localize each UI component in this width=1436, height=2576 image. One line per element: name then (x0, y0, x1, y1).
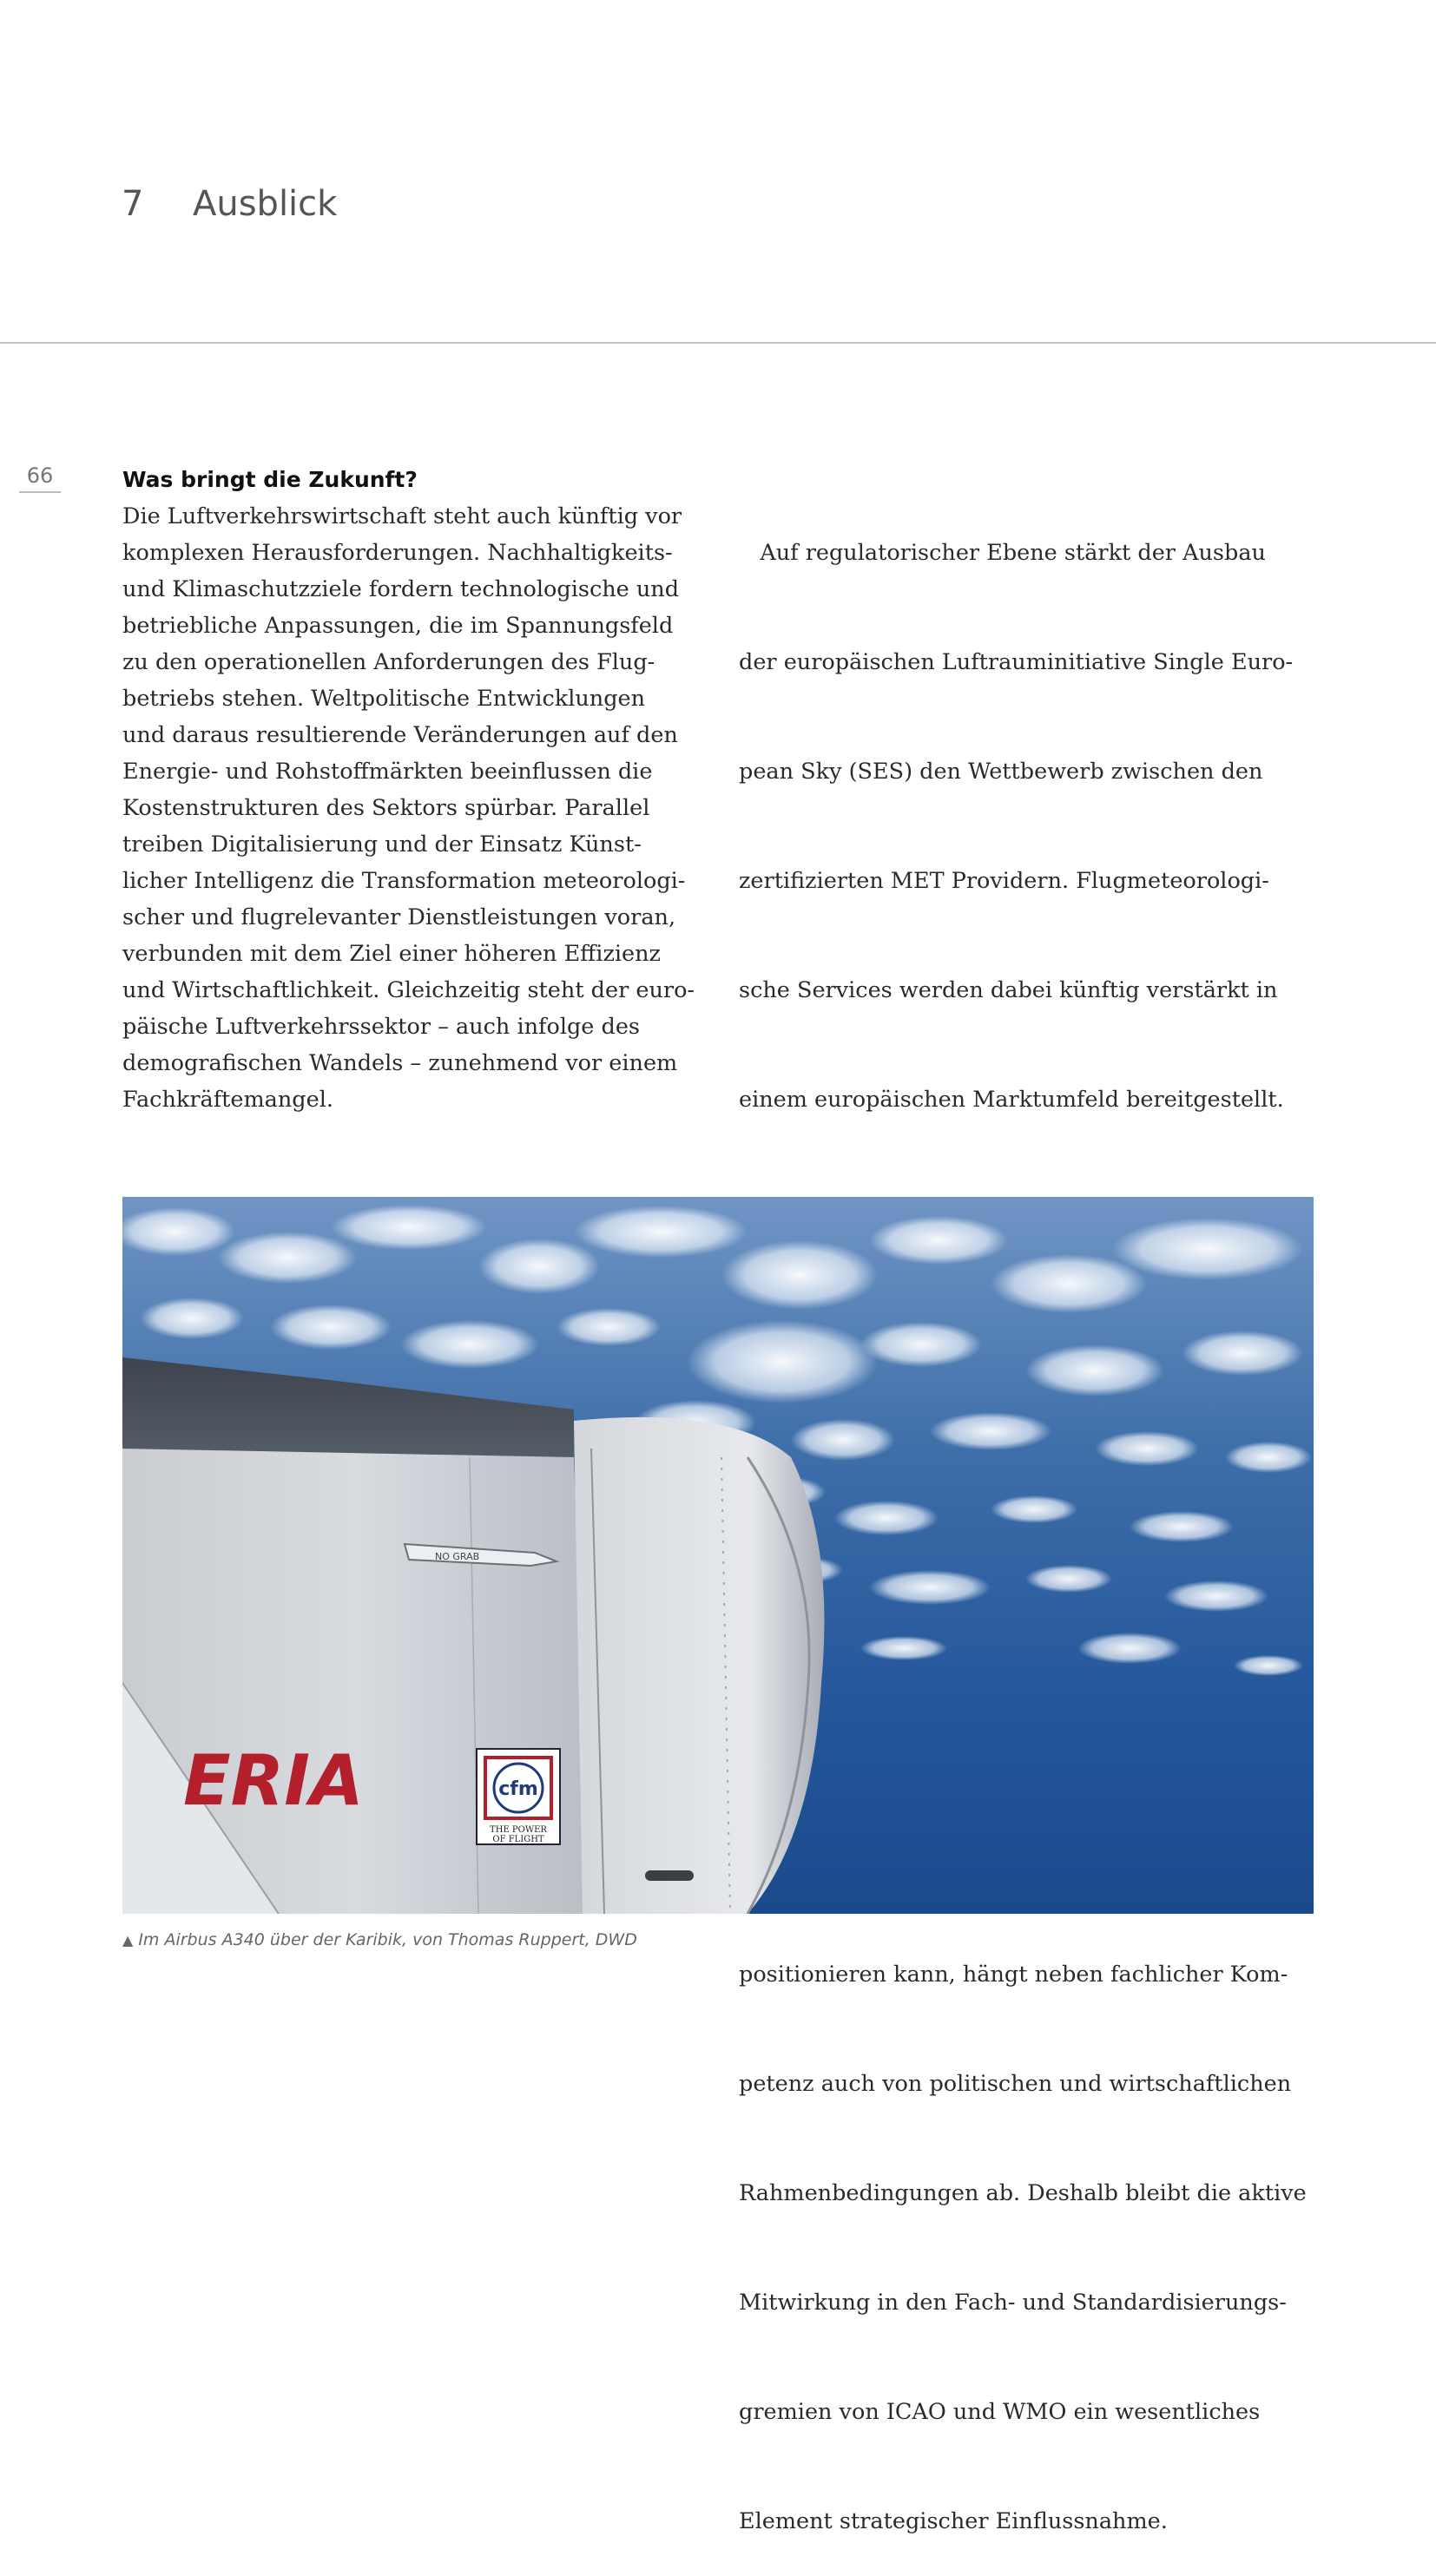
body-line: päische Luftverkehrssektor – auch infolge des (122, 1014, 641, 1040)
section-heading: Was bringt die Zukunft? (122, 467, 418, 492)
chapter-heading (122, 184, 337, 224)
body-line: verbunden mit dem Ziel einer höheren Effizienz (122, 941, 661, 967)
svg-text:THE POWER: THE POWER (490, 1825, 547, 1835)
engine-cowl (574, 1417, 824, 1914)
photo-caption (122, 1930, 637, 1949)
chapter-title: Ausblick (193, 184, 338, 224)
body-line: positionieren kann, hängt neben fachlicher Kom- (739, 1962, 1288, 1988)
body-line: petenz auch von politischen und wirtschaftlichen (739, 2071, 1292, 2097)
body-line: Element strategischer Einflussnahme. (739, 2508, 1168, 2534)
body-line: betriebliche Anpassungen, die im Spannungsfeld (122, 613, 674, 639)
page-number: 66 (19, 463, 61, 493)
cfm-badge (477, 1749, 560, 1844)
svg-text:OF FLIGHT: OF FLIGHT (492, 1835, 544, 1844)
body-line: treiben Digitalisierung und der Einsatz Künst- (122, 831, 642, 858)
body-line: Rahmenbedingungen ab. Deshalb bleibt die aktive (739, 2180, 1307, 2206)
body-line: der europäischen Luftrauminitiative Single Euro- (739, 649, 1294, 675)
body-line: gremien von ICAO und WMO ein wesentliches (739, 2399, 1261, 2425)
body-line: betriebs stehen. Weltpolitische Entwicklungen (122, 686, 646, 712)
body-line: und daraus resultierende Veränderungen auf den (122, 722, 678, 748)
chapter-number: 7 (122, 184, 144, 224)
header-divider (0, 342, 1436, 344)
body-line: demografischen Wandels – zunehmend vor einem (122, 1050, 678, 1076)
body-line: und Wirtschaftlichkeit. Gleichzeitig steht der euro- (122, 977, 695, 1003)
aircraft-engine-photo (122, 1197, 1314, 1914)
body-line: scher und flugrelevanter Dienstleistungen voran, (122, 904, 676, 930)
caption-triangle-icon: ▲ (122, 1932, 134, 1948)
caption-text: Im Airbus A340 über der Karibik, von Thomas Ruppert, DWD (138, 1930, 637, 1949)
engine-vent (645, 1870, 694, 1881)
body-line: einem europäischen Marktumfeld bereitgestellt. (739, 1087, 1284, 1113)
body-line: Die Luftverkehrswirtschaft steht auch künftig vor (122, 503, 682, 529)
svg-text:cfm: cfm (498, 1778, 538, 1800)
body-line: sche Services werden dabei künftig verstärkt in (739, 977, 1278, 1003)
body-line: zu den operationellen Anforderungen des Flug- (122, 649, 655, 675)
body-line: Mitwirkung in den Fach- und Standardisierungs- (739, 2290, 1287, 2316)
body-line: Auf regulatorischer Ebene stärkt der Ausbau (739, 540, 1266, 566)
svg-text:NO GRAB: NO GRAB (435, 1551, 480, 1562)
body-line: Kostenstrukturen des Sektors spürbar. Parallel (122, 795, 650, 821)
livery-lettering: ERIA (183, 1740, 364, 1821)
body-line: Fachkräftemangel. (122, 1087, 333, 1113)
body-line: licher Intelligenz die Transformation meteorologi- (122, 868, 686, 894)
body-line: und Klimaschutzziele fordern technologische und (122, 576, 680, 602)
body-line: Energie- und Rohstoffmärkten beeinflussen die (122, 759, 653, 785)
left-column (122, 462, 713, 1118)
body-line: zertifizierten MET Providern. Flugmeteorologi- (739, 868, 1269, 894)
body-line: komplexen Herausforderungen. Nachhaltigkeits- (122, 540, 673, 566)
body-line: pean Sky (SES) den Wettbewerb zwischen den (739, 759, 1263, 785)
